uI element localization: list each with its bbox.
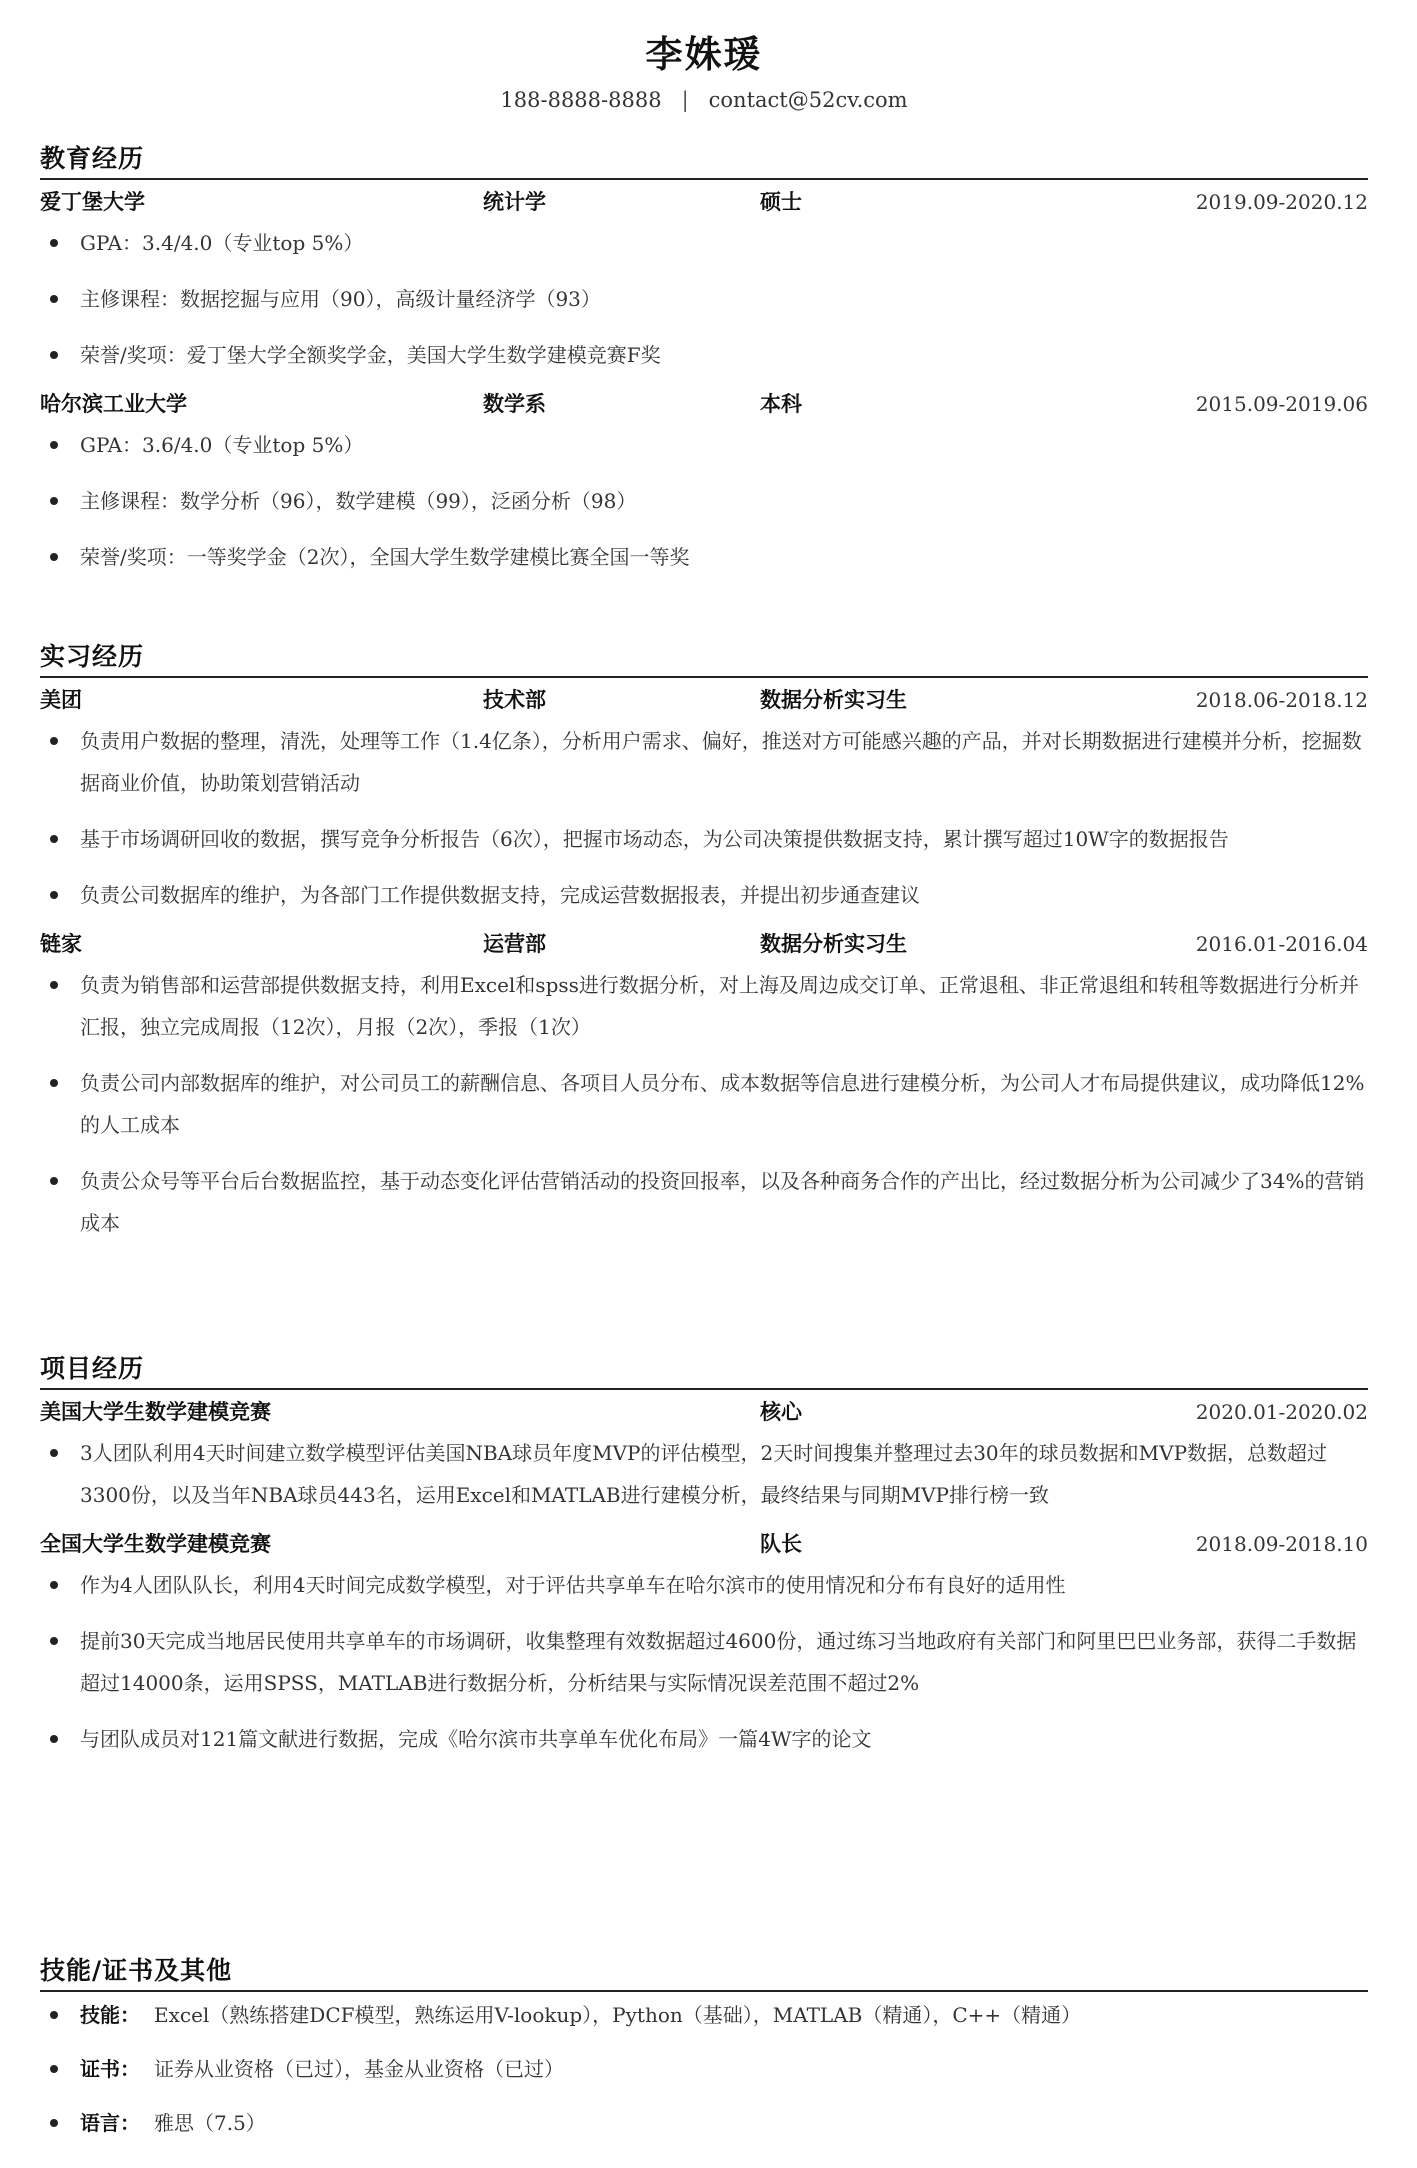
date-range: 2018.06-2018.12 [1195, 688, 1368, 712]
contact-line [40, 88, 1368, 112]
internship-entry-header [40, 924, 1368, 964]
date-range: 2015.09-2019.06 [1195, 392, 1368, 416]
education-entry-header [40, 384, 1368, 424]
job-title: 数据分析实习生 [760, 687, 907, 712]
phone-number: 188-8888-8888 [500, 88, 662, 112]
bullet-item: 负责公司内部数据库的维护，对公司员工的薪酬信息、各项目人员分布、成本数据等信息进行建模分析，为公司人才布局提供建议，成功降低12%的人工成本 [40, 1062, 1368, 1146]
project-name: 全国大学生数学建模竞赛 [40, 1531, 271, 1556]
bullet-item: 提前30天完成当地居民使用共享单车的市场调研，收集整理有效数据超过4600份，通过练习当地政府有关部门和阿里巴巴业务部，获得二手数据超过14000条，运用SPSS，MATLAB进行数据分析，分析结果与实际情况误差范围不超过2% [40, 1620, 1368, 1704]
degree: 本科 [760, 391, 802, 416]
skill-label: 技能： [80, 2003, 140, 2027]
job-title: 数据分析实习生 [760, 931, 907, 956]
skills-section [40, 1952, 1368, 2152]
department: 技术部 [483, 687, 546, 712]
project-bullets [40, 1564, 1368, 1760]
date-range: 2019.09-2020.12 [1195, 190, 1368, 214]
skills-bullets [40, 1994, 1368, 2144]
skill-item [40, 2102, 1368, 2144]
projects-title: 项目经历 [40, 1350, 1368, 1390]
education-bullets [40, 424, 1368, 578]
project-entry-header [40, 1392, 1368, 1432]
project-role: 队长 [760, 1531, 802, 1556]
bullet-item: 主修课程：数据挖掘与应用（90），高级计量经济学（93） [40, 278, 1368, 320]
project-entry-header [40, 1524, 1368, 1564]
internship-entry-header [40, 680, 1368, 720]
bullet-item: 主修课程：数学分析（96），数学建模（99），泛函分析（98） [40, 480, 1368, 522]
internship-section [40, 638, 1368, 1252]
skills-title: 技能/证书及其他 [40, 1952, 1368, 1992]
bullet-item: 与团队成员对121篇文献进行数据，完成《哈尔滨市共享单车优化布局》一篇4W字的论文 [40, 1718, 1368, 1760]
education-section [40, 140, 1368, 586]
company-name: 美团 [40, 687, 82, 712]
bullet-item: 负责公司数据库的维护，为各部门工作提供数据支持，完成运营数据报表，并提出初步通查建议 [40, 874, 1368, 916]
education-title: 教育经历 [40, 140, 1368, 180]
projects-section [40, 1350, 1368, 1768]
skill-text: Excel（熟练搭建DCF模型，熟练运用V-lookup），Python（基础），MATLAB（精通），C++（精通） [154, 2003, 1082, 2027]
internship-bullets [40, 720, 1368, 916]
school-name: 爱丁堡大学 [40, 189, 145, 214]
project-role: 核心 [760, 1399, 802, 1424]
internship-title: 实习经历 [40, 638, 1368, 678]
date-range: 2018.09-2018.10 [1195, 1532, 1368, 1556]
company-name: 链家 [40, 931, 82, 956]
bullet-item: 基于市场调研回收的数据，撰写竞争分析报告（6次），把握市场动态，为公司决策提供数据支持，累计撰写超过10W字的数据报告 [40, 818, 1368, 860]
bullet-item: 作为4人团队队长，利用4天时间完成数学模型，对于评估共享单车在哈尔滨市的使用情况和分布有良好的适用性 [40, 1564, 1368, 1606]
degree: 硕士 [760, 189, 802, 214]
bullet-item: 3人团队利用4天时间建立数学模型评估美国NBA球员年度MVP的评估模型，2天时间搜集并整理过去30年的球员数据和MVP数据，总数超过3300份，以及当年NBA球员443名，运用Excel和MATLAB进行建模分析，最终结果与同期MVP排行榜一致 [40, 1432, 1368, 1516]
internship-bullets [40, 964, 1368, 1244]
bullet-item: 负责用户数据的整理，清洗，处理等工作（1.4亿条），分析用户需求、偏好，推送对方可能感兴趣的产品，并对长期数据进行建模并分析，挖掘数据商业价值，协助策划营销活动 [40, 720, 1368, 804]
major: 数学系 [483, 391, 546, 416]
date-range: 2016.01-2016.04 [1195, 932, 1368, 956]
language-label: 语言： [80, 2111, 140, 2135]
skill-item [40, 1994, 1368, 2036]
bullet-item: 荣誉/奖项：一等奖学金（2次），全国大学生数学建模比赛全国一等奖 [40, 536, 1368, 578]
bullet-item: 荣誉/奖项：爱丁堡大学全额奖学金，美国大学生数学建模竞赛F奖 [40, 334, 1368, 376]
major: 统计学 [483, 189, 546, 214]
language-text: 雅思（7.5） [154, 2111, 266, 2135]
department: 运营部 [483, 931, 546, 956]
bullet-item: 负责公众号等平台后台数据监控，基于动态变化评估营销活动的投资回报率，以及各种商务合作的产出比，经过数据分析为公司减少了34%的营销成本 [40, 1160, 1368, 1244]
contact-separator: | [681, 88, 689, 112]
project-name: 美国大学生数学建模竞赛 [40, 1399, 271, 1424]
date-range: 2020.01-2020.02 [1195, 1400, 1368, 1424]
certificate-text: 证券从业资格（已过），基金从业资格（已过） [154, 2057, 564, 2081]
education-entry-header [40, 182, 1368, 222]
bullet-item: GPA：3.4/4.0（专业top 5%） [40, 222, 1368, 264]
bullet-item: 负责为销售部和运营部提供数据支持，利用Excel和spss进行数据分析，对上海及周边成交订单、正常退租、非正常退组和转租等数据进行分析并汇报，独立完成周报（12次），月报（2次），季报（1次） [40, 964, 1368, 1048]
education-bullets [40, 222, 1368, 376]
skill-item [40, 2048, 1368, 2090]
candidate-name: 李姝瑗 [645, 32, 763, 76]
bullet-item: GPA：3.6/4.0（专业top 5%） [40, 424, 1368, 466]
project-bullets [40, 1432, 1368, 1516]
certificate-label: 证书： [80, 2057, 140, 2081]
email-address: contact@52cv.com [708, 88, 908, 112]
school-name: 哈尔滨工业大学 [40, 391, 187, 416]
